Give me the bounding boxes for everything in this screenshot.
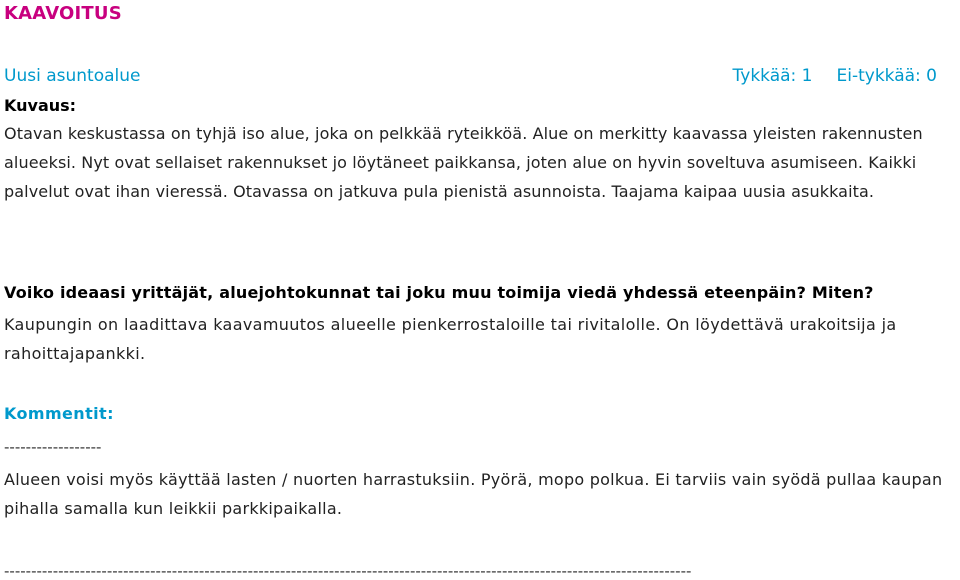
- comments-label: Kommentit:: [4, 404, 114, 423]
- like-count[interactable]: Tykkää: 1: [732, 66, 813, 86]
- question-label: Voiko ideaasi yrittäjät, aluejohtokunnat tai joku muu toimija viedä yhdessä eteenpäin? Miten?: [4, 283, 874, 302]
- comments-divider: ------------------: [4, 438, 102, 456]
- section-title: KAAVOITUS: [4, 3, 122, 24]
- idea-header: [4, 66, 937, 88]
- vote-counts: [733, 66, 937, 86]
- comment-text: Alueen voisi myös käyttää lasten / nuorten harrastuksiin. Pyörä, mopo polkua. Ei tarviis vain syödä pullaa kaupan pihalla samalla kun leikkii parkkipaikalla.: [4, 470, 943, 518]
- description-text: Otavan keskustassa on tyhjä iso alue, joka on pelkkää ryteikköä. Alue on merkitty kaavassa yleisten rakennusten alueeksi. Nyt ovat sellaiset rakennukset jo löytäneet paikkansa, joten alue on hyvin soveltuva asumiseen. Kaikki palvelut ovat ihan vieressä. Otavassa on jatkuva pula pienistä asunnoista. Taajama kaipaa uusia asukkaita.: [4, 124, 923, 201]
- idea-title[interactable]: Uusi asuntoalue: [4, 66, 141, 86]
- dislike-count[interactable]: Ei-tykkää: 0: [836, 66, 937, 86]
- answer-text: Kaupungin on laadittava kaavamuutos alueelle pienkerrostaloille tai rivitalolle. On löydettävä urakoitsija ja rahoittajapankki.: [4, 315, 897, 363]
- comment-end-divider: -------------------------------------------------------------------------------------------------------------------------------: [4, 562, 692, 580]
- description-label: Kuvaus:: [4, 96, 77, 115]
